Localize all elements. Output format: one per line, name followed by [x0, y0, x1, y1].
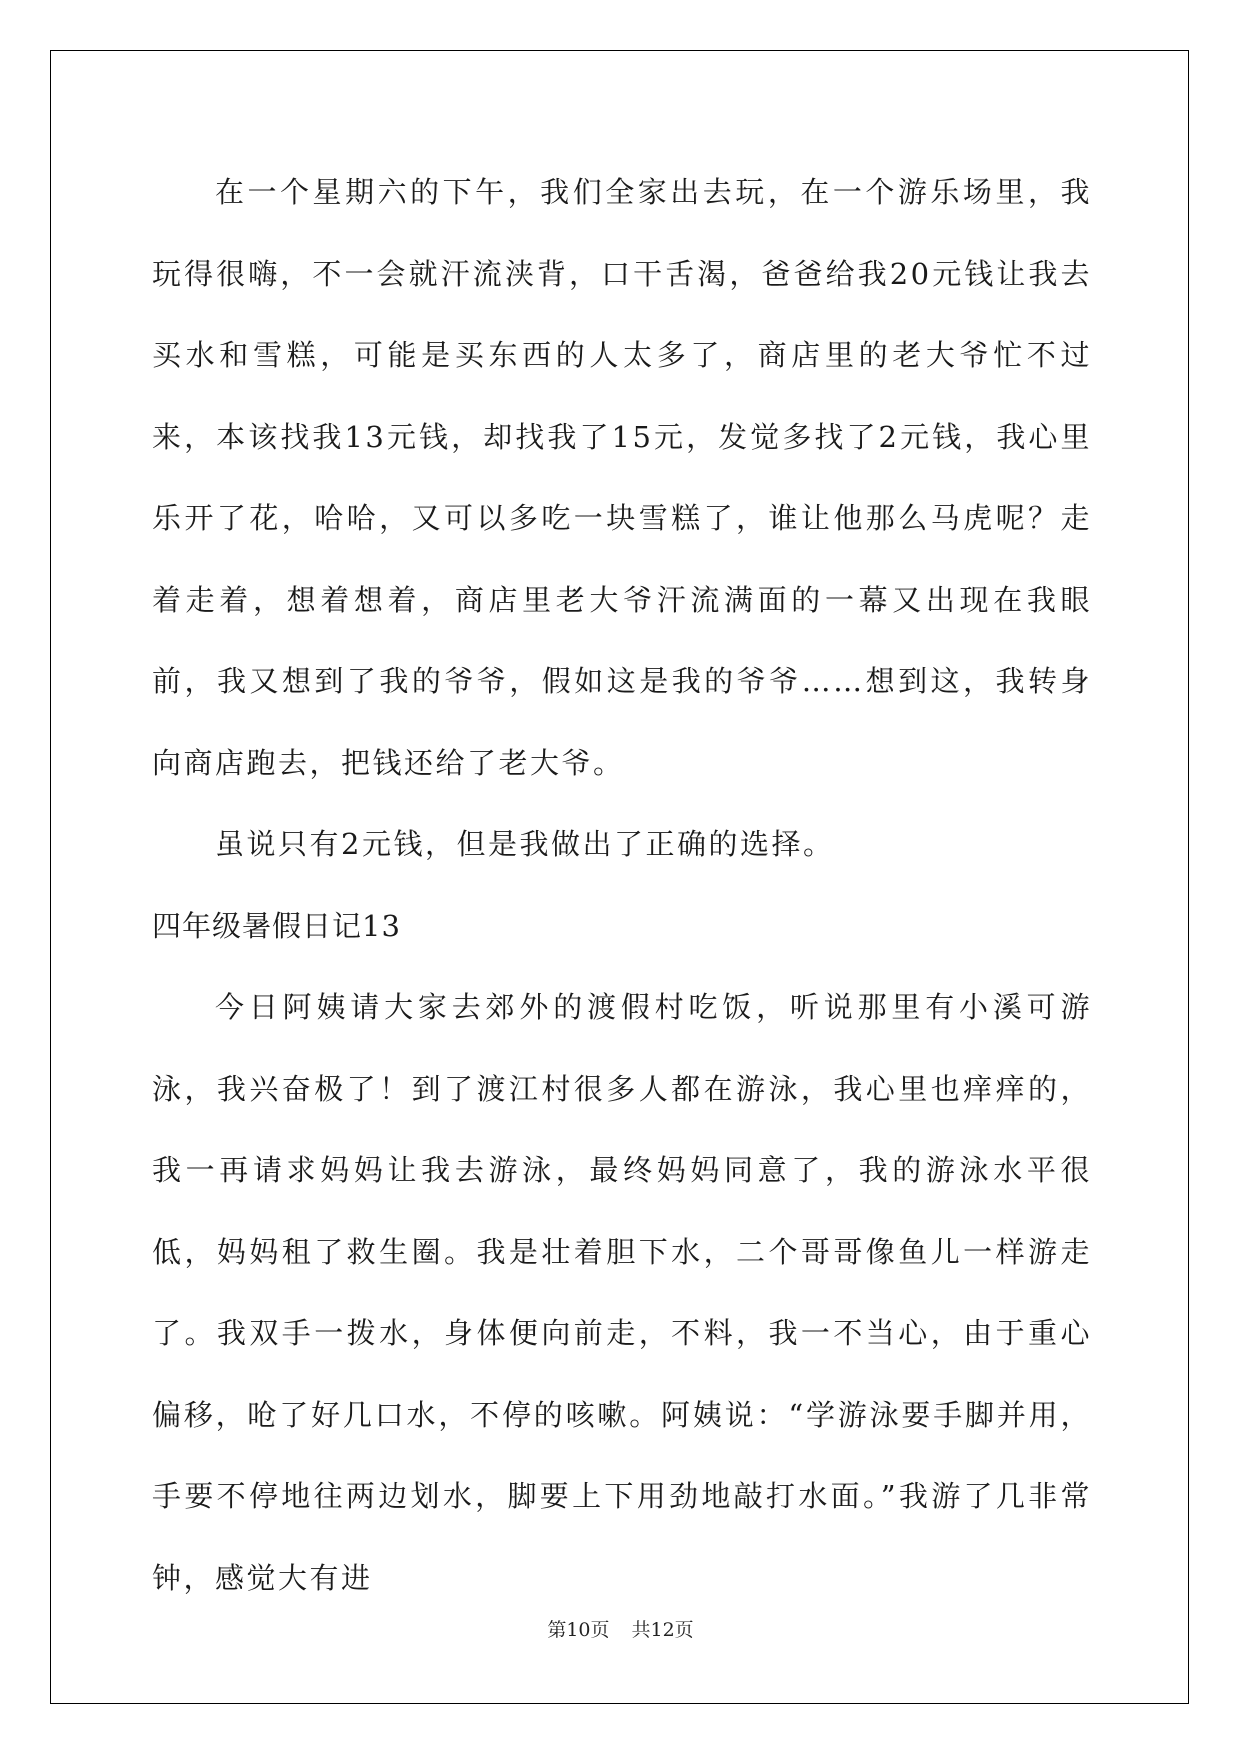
page-number: 第10页 [547, 1619, 610, 1641]
paragraph-story-1: 在一个星期六的下午，我们全家出去玩，在一个游乐场里，我玩得很嗨，不一会就汗流浃背，口干舌渴，爸爸给我20元钱让我去买水和雪糕，可能是买东西的人太多了，商店里的老大爷忙不过来，本该找我13元钱，却找我了15元，发觉多找了2元钱，我心里乐开了花，哈哈，又可以多吃一块雪糕了，谁让他那么马虎呢？走着走着，想着想着，商店里老大爷汗流满面的一幕又出现在我眼前，我又想到了我的爷爷，假如这是我的爷爷……想到这，我转身向商店跑去，把钱还给了老大爷。 [152, 175, 1092, 780]
paragraph-story-2: 虽说只有2元钱，但是我做出了正确的选择。 [215, 827, 835, 861]
document-body [152, 152, 1092, 1619]
page-footer [0, 1618, 1241, 1642]
paragraph-diary-13: 今日阿姨请大家去郊外的渡假村吃饭，听说那里有小溪可游泳，我兴奋极了！到了渡江村很多人都在游泳，我心里也痒痒的，我一再请求妈妈让我去游泳，最终妈妈同意了，我的游泳水平很低，妈妈租了救生圈。我是壮着胆下水，二个哥哥像鱼儿一样游走了。我双手一拨水，身体便向前走，不料，我一不当心，由于重心偏移，呛了好几口水，不停的咳嗽。阿姨说：“学游泳要手脚并用，手要不停地往两边划水，脚要上下用劲地敲打水面。”我游了几非常钟，感觉大有进 [152, 990, 1092, 1595]
section-heading: 四年级暑假日记13 [152, 908, 401, 943]
page-total: 共12页 [631, 1619, 694, 1641]
